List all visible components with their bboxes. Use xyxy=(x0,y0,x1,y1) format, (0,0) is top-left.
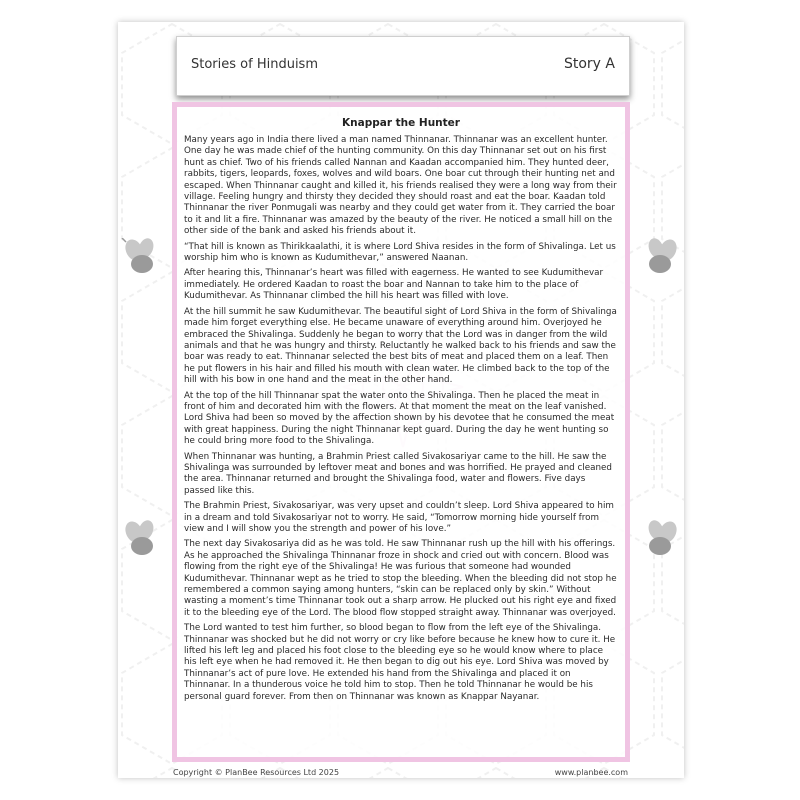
story-label: Story A xyxy=(563,56,615,72)
story-paragraph: When Thinnanar was hunting, a Brahmin Priest called Sivakosariyar came to the hill. He saw the Shivalinga was surrounded by leftover meat and bones and was horrified. He prayed and cleaned the area. Thinnanar returned and brought the Shivalinga food, water and flowers. Five days passed like this. xyxy=(184,451,612,496)
bee-icon xyxy=(120,238,164,278)
story-text-panel xyxy=(172,102,630,762)
story-paragraph: After hearing this, Thinnanar’s heart was filled with eagerness. He wanted to see Kudumithevar immediately. He ordered Kaadan to roast the boar and Nannan to take him to the place of Kudumithevar. As Thinnanar climbed the hill his heart was filled with love. xyxy=(184,268,604,302)
bee-icon xyxy=(120,520,164,560)
page-title: Stories of Hinduism xyxy=(191,57,318,72)
story-paragraph: The Lord wanted to test him further, so blood began to flow from the left eye of the Shivalinga. Thinnanar was shocked but he did not worry or cry like before because he knew how to cure it. He lifted his left leg and placed his foot close to the bleeding eye so he would know where to place his left eye when he had removed it. He then began to dig out his eye. Lord Shiva was moved by Thinnanar’s act of pure love. He extended his hand from the Shivalinga and placed it on Thinnanar. In a thunderous voice he told him to stop. Then he told Thinnanar he would be his personal guard forever. From then on Thinnanar was known as Knappar Nayanar. xyxy=(184,623,616,702)
story-paragraph: At the top of the hill Thinnanar spat the water onto the Shivalinga. Then he placed the meat in front of him and decorated him with the flowers. At that moment the meat on the leaf vanished. Lord Shiva had been so moved by the affection shown by his devotee that he consumed the meat with great happiness. During the night Thinnanar kept guard. During the day he went hunting so he could bring more food to the Shivalinga. xyxy=(184,390,615,447)
page-header xyxy=(176,36,630,96)
footer-copyright: Copyright © PlanBee Resources Ltd 2025 xyxy=(173,768,340,777)
story-paragraph: The next day Sivakosariya did as he was told. He saw Thinnanar rush up the hill with his offerings. As he approached the Shivalinga Thinnanar froze in shock and cried out with concern. Blood was flowing from the right eye of the Shivalinga! He was furious that someone had wounded Kudumithevar. Thinnanar wept as he tried to stop the bleeding. When the bleeding did not stop he remembered a common saying among hunters, “skin can be replaced only by skin.” Without wasting a moment’s time Thinnanar took out a sharp arrow. He plucked out his right eye and fixed it to the bleeding eye of the Lord. The blood flow stopped straight away. Thinnanar was overjoyed. xyxy=(184,539,617,618)
footer-website-link[interactable]: www.planbee.com xyxy=(554,768,628,777)
story-paragraph: “That hill is known as Thirikkaalathi, it is where Lord Shiva resides in the form of Shivalinga. Let us worship him who is known as Kudumithevar,” answered Naanan. xyxy=(184,241,616,264)
bee-icon xyxy=(638,238,682,278)
bee-icon xyxy=(638,520,682,560)
story-paragraph: Many years ago in India there lived a man named Thinnanar. Thinnanar was an excellent hunter. One day he was made chief of the hunting community. On this day Thinnanar set out on his first hunt as chief. Two of his friends called Nannan and Kaadan accompanied him. They hunted deer, rabbits, tigers, leopards, foxes, wolves and wild boars. One boar cut through their hunting net and escaped. When Thinnanar caught and killed it, his friends realised they were a long way from their village. Feeling hungry and thirsty they decided they should roast and eat the boar. Kaadan told Thinnanar the river Ponmugali was nearby and they could get water from it. They carried the boar to it and lit a fire. Thinnanar was amazed by the beauty of the river. He noticed a small hill on the other side of the bank and asked his friends about it. xyxy=(184,135,617,237)
story-heading: Knappar the Hunter xyxy=(342,117,460,129)
worksheet-page xyxy=(118,22,684,778)
story-paragraph: The Brahmin Priest, Sivakosariyar, was very upset and couldn’t sleep. Lord Shiva appeared to him in a dream and told Sivakosariyar not to worry. He said, “Tomorrow morning hide yourself from view and I will show you the strength and power of his love.” xyxy=(184,501,614,534)
story-paragraph: At the hill summit he saw Kudumithevar. The beautiful sight of Lord Shiva in the form of Shivalinga made him forget everything else. He became unaware of everything around him. Overjoyed he embraced the Shivalinga. Suddenly he began to worry that the Lord was in danger from the wild animals and that he was hungry and thirsty. Reluctantly he walked back to his friends and saw the boar was ready to eat. Thinnanar selected the best bits of meat and placed them on a leaf. Then he put flowers in his hair and filled his mouth with clean water. He climbed back to the top of the hill with his bow in one hand and the meat in the other hand. xyxy=(184,306,617,386)
